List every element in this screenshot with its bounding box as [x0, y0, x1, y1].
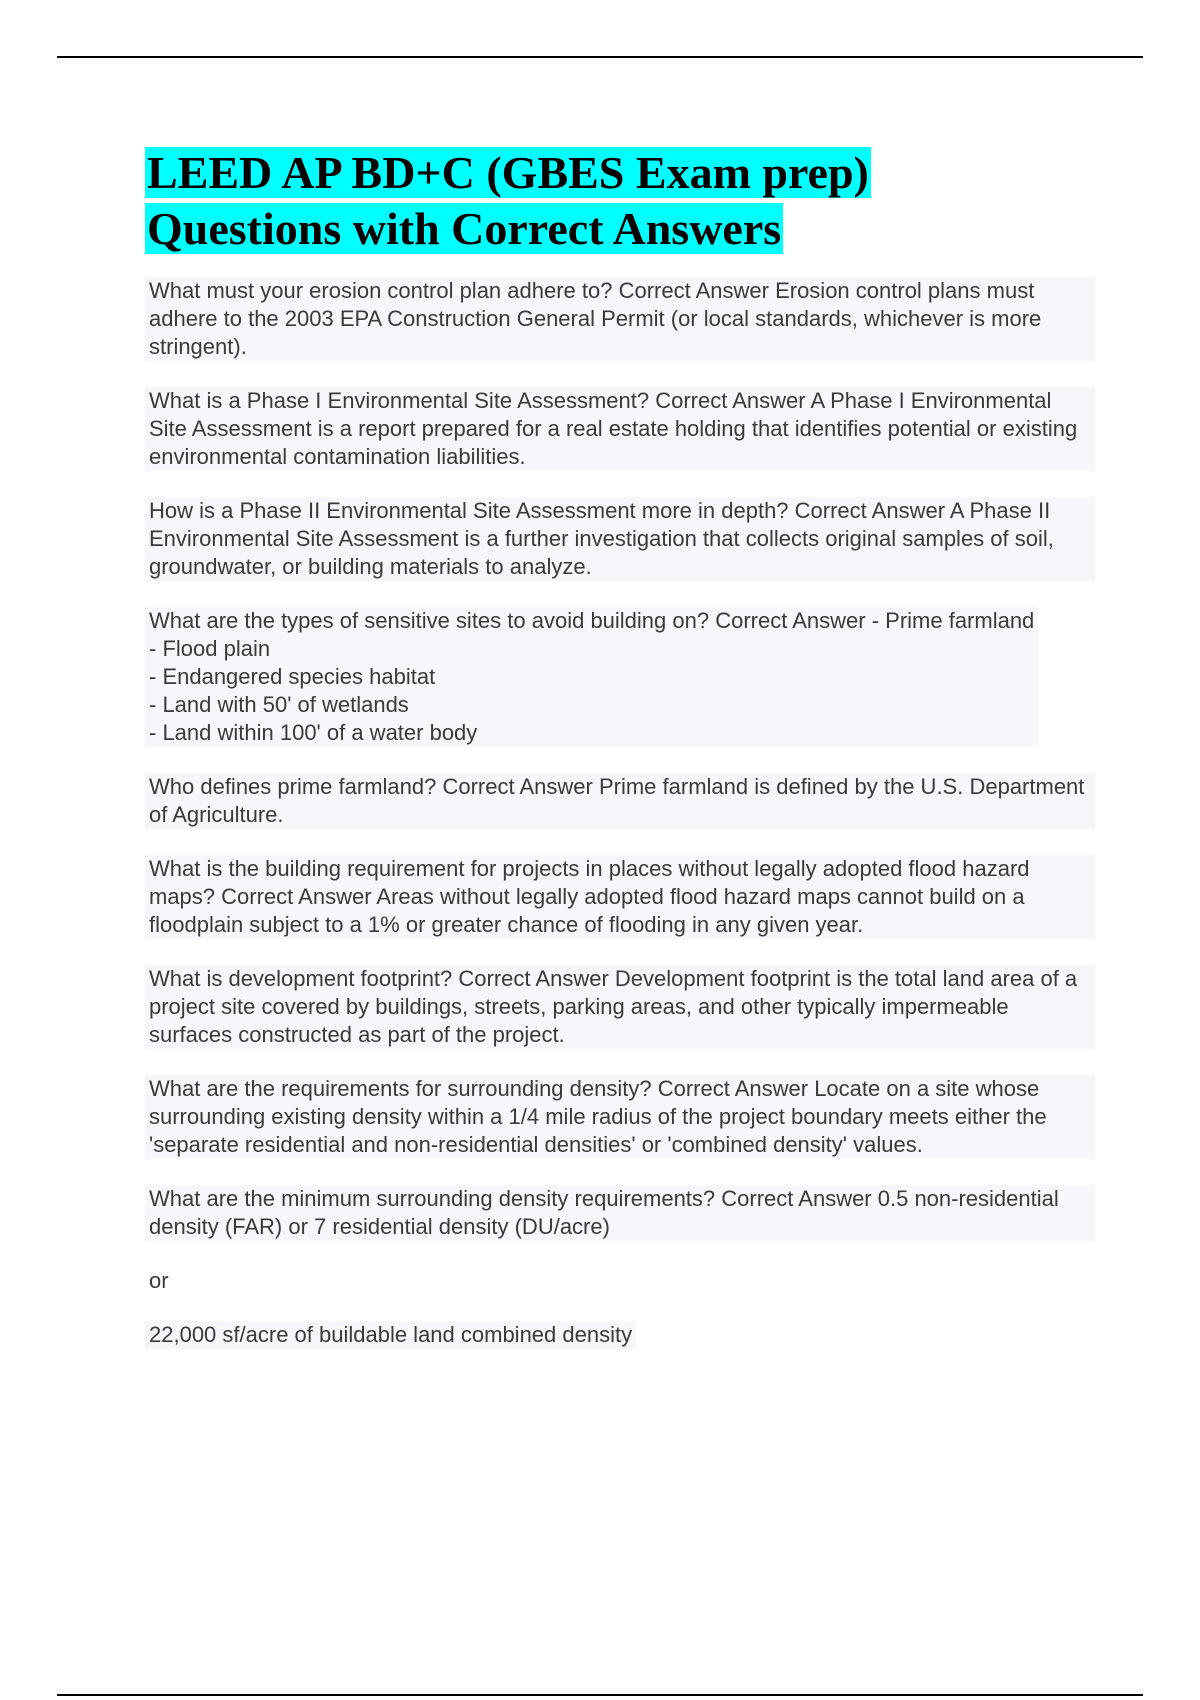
- list-item: - Flood plain: [149, 636, 271, 661]
- qa-item: Who defines prime farmland? Correct Answer Prime farmland is defined by the U.S. Department of Agriculture.: [145, 773, 1095, 829]
- title-line-1: LEED AP BD+C (GBES Exam prep): [147, 147, 869, 198]
- sensitive-sites-lead: What are the types of sensitive sites to avoid building on? Correct Answer - Prime farmland: [149, 608, 1035, 633]
- qa-item: What is a Phase I Environmental Site Assessment? Correct Answer A Phase I Environmental Site Assessment is a report prepared for a real estate holding that identifies potential or existing environmental contamination liabilities.: [145, 387, 1095, 471]
- document-title: [145, 145, 1095, 257]
- list-item: - Endangered species habitat: [149, 664, 436, 689]
- combined-density-text: 22,000 sf/acre of buildable land combined density: [145, 1321, 636, 1349]
- qa-item-sensitive-sites: [145, 607, 1038, 747]
- qa-item: How is a Phase II Environmental Site Assessment more in depth? Correct Answer A Phase II Environmental Site Assessment is a further investigation that collects original samples of soil, groundwater, or building materials to analyze.: [145, 497, 1095, 581]
- qa-item: What are the requirements for surrounding density? Correct Answer Locate on a site whose surrounding existing density within a 1/4 mile radius of the project boundary meets either the 'separate residential and non-residential densities' or 'combined density' values.: [145, 1075, 1095, 1159]
- qa-item: What are the minimum surrounding density requirements? Correct Answer 0.5 non-residential density (FAR) or 7 residential density (DU/acre): [145, 1185, 1095, 1241]
- qa-item: What must your erosion control plan adhere to? Correct Answer Erosion control plans must adhere to the 2003 EPA Construction General Permit (or local standards, whichever is more stringent).: [145, 277, 1095, 361]
- document-body: [145, 145, 1095, 1375]
- title-line-2: Questions with Correct Answers: [147, 203, 782, 254]
- qa-item: What is the building requirement for projects in places without legally adopted flood hazard maps? Correct Answer Areas without legally adopted flood hazard maps cannot build on a floodplain subject to a 1% or greater chance of flooding in any given year.: [145, 855, 1095, 939]
- list-item: - Land with 50' of wetlands: [149, 692, 409, 717]
- top-rule: [57, 56, 1143, 58]
- bottom-rule: [57, 1694, 1143, 1696]
- or-text: or: [149, 1268, 169, 1293]
- list-item: - Land within 100' of a water body: [149, 720, 478, 745]
- qa-item: What is development footprint? Correct Answer Development footprint is the total land area of a project site covered by buildings, streets, parking areas, and other typically impermeable surfaces constructed as part of the project.: [145, 965, 1095, 1049]
